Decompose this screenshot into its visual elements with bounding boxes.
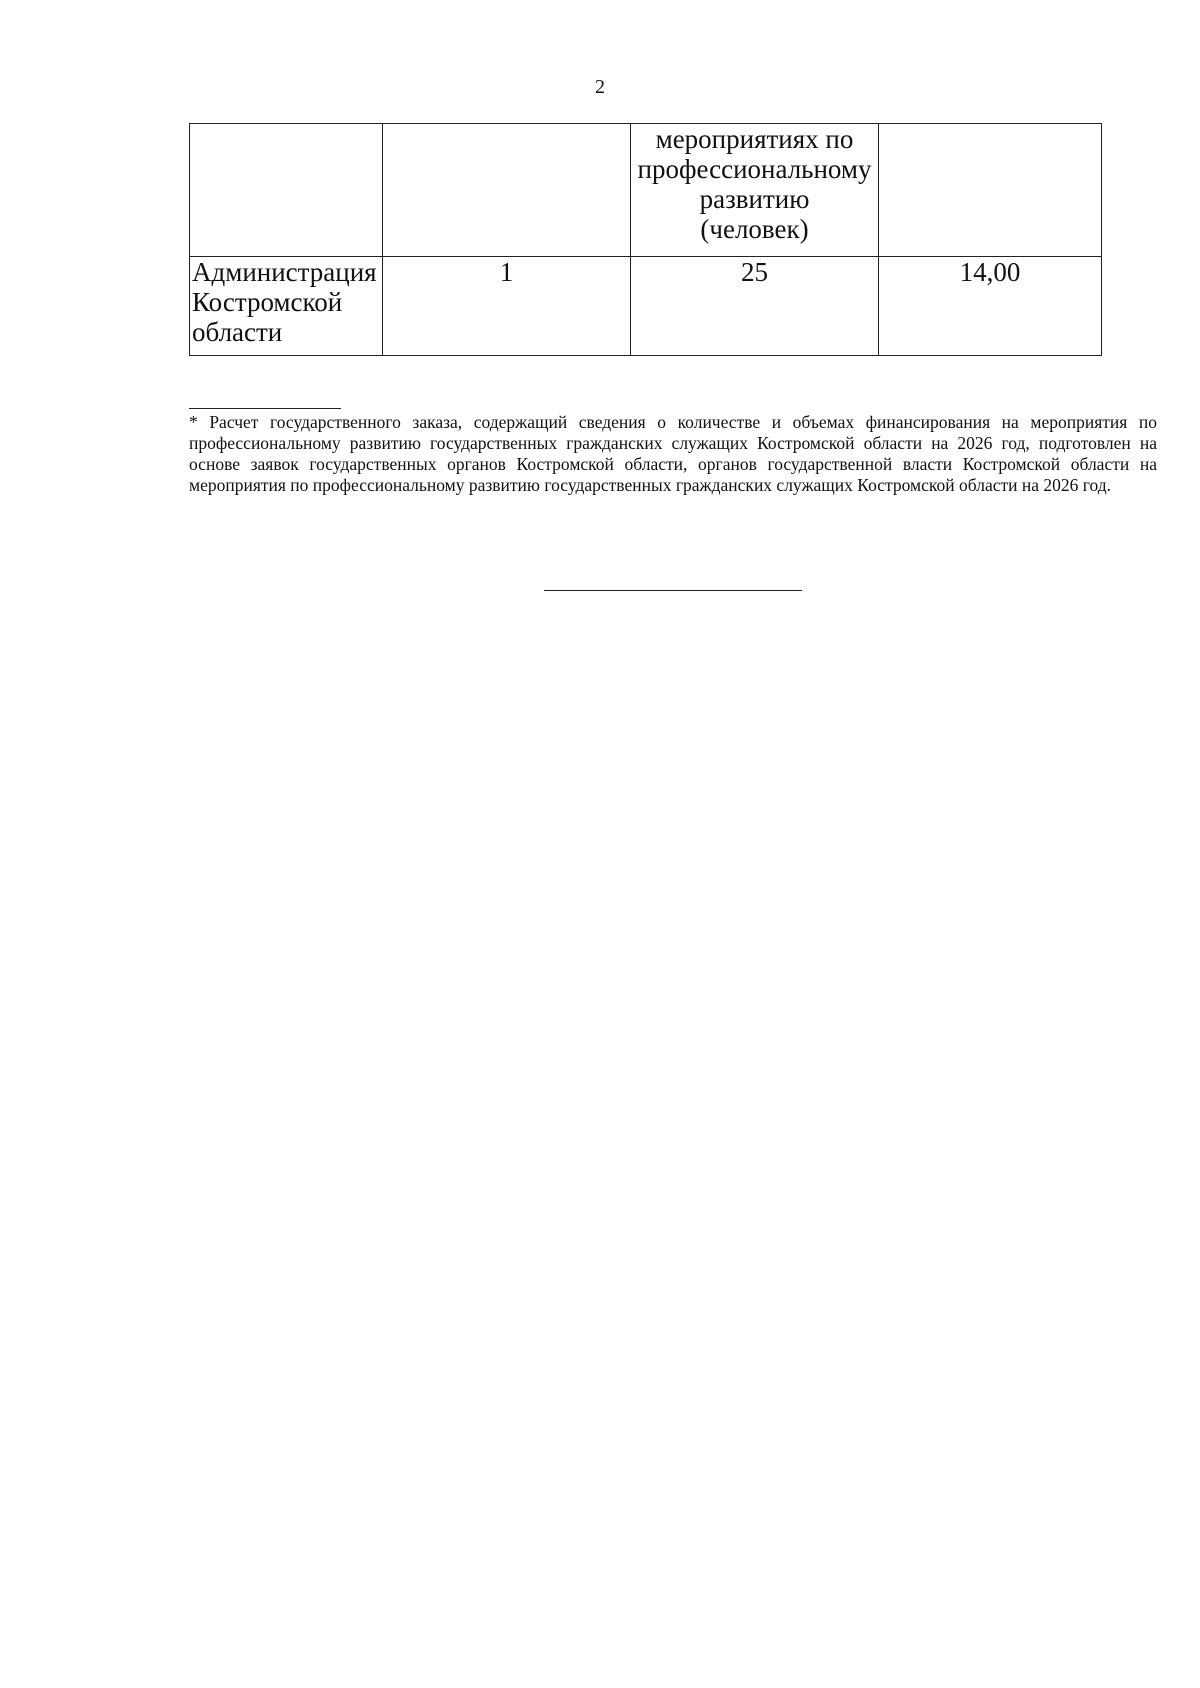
header-cell-participants: мероприятиях по профессиональному развитию (человек): [631, 124, 879, 257]
value-cell-amount: 14,00: [879, 257, 1102, 356]
organization-cell: Администрация Костромской области: [190, 257, 383, 356]
header-cell-1: [190, 124, 383, 257]
table-row: [190, 257, 1102, 356]
end-of-document-rule: [544, 590, 802, 591]
footnote-text: * Расчет государственного заказа, содержащий сведения о количестве и объемах финансирования на мероприятия по профессиональному развитию государственных гражданских служащих Костромской области на 2026 год, подготовлен на основе заявок государственных органов Костромской области, органов государственной власти Костромской области на мероприятия по профессиональному развитию государственных гражданских служащих Костромской области на 2026 год.: [189, 412, 1157, 495]
header-cell-4: [879, 124, 1102, 257]
value-cell-2: 1: [383, 257, 631, 356]
header-cell-2: [383, 124, 631, 257]
value-cell-participants: 25: [631, 257, 879, 356]
table-header-continuation-row: [190, 124, 1102, 257]
allocation-table: [189, 123, 1102, 356]
page-number: 2: [595, 76, 605, 98]
footnote-separator: [189, 408, 341, 409]
